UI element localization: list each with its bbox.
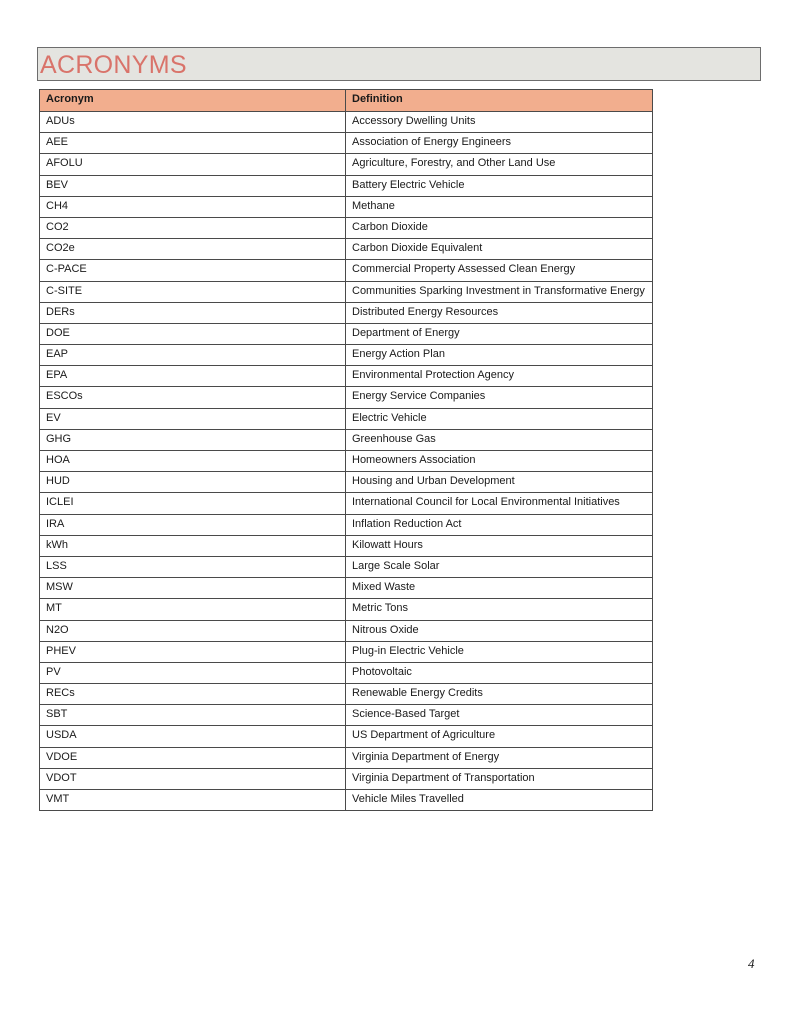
definition-cell: Virginia Department of Transportation xyxy=(346,768,653,789)
table-row xyxy=(40,175,653,196)
definition-cell: Photovoltaic xyxy=(346,662,653,683)
acronym-cell: CO2e xyxy=(40,239,346,260)
definition-cell: Science-Based Target xyxy=(346,705,653,726)
acronym-cell: C-SITE xyxy=(40,281,346,302)
table-row xyxy=(40,514,653,535)
definition-cell: Vehicle Miles Travelled xyxy=(346,790,653,811)
definition-cell: Homeowners Association xyxy=(346,451,653,472)
definition-cell: Energy Service Companies xyxy=(346,387,653,408)
table-row xyxy=(40,599,653,620)
table-row xyxy=(40,323,653,344)
table-row xyxy=(40,684,653,705)
table-row xyxy=(40,302,653,323)
definition-cell: Greenhouse Gas xyxy=(346,429,653,450)
header-definition: Definition xyxy=(346,90,653,112)
acronym-cell: CH4 xyxy=(40,196,346,217)
definition-cell: Environmental Protection Agency xyxy=(346,366,653,387)
definition-cell: Housing and Urban Development xyxy=(346,472,653,493)
acronym-cell: EAP xyxy=(40,345,346,366)
acronym-cell: ICLEI xyxy=(40,493,346,514)
table-row xyxy=(40,662,653,683)
definition-cell: Renewable Energy Credits xyxy=(346,684,653,705)
acronym-cell: IRA xyxy=(40,514,346,535)
section-heading-bar xyxy=(37,47,761,81)
acronym-cell: VMT xyxy=(40,790,346,811)
acronym-cell: PHEV xyxy=(40,641,346,662)
table-row xyxy=(40,408,653,429)
table-row xyxy=(40,239,653,260)
acronym-cell: DOE xyxy=(40,323,346,344)
acronym-cell: HOA xyxy=(40,451,346,472)
definition-cell: US Department of Agriculture xyxy=(346,726,653,747)
definition-cell: Electric Vehicle xyxy=(346,408,653,429)
acronym-cell: HUD xyxy=(40,472,346,493)
acronym-cell: kWh xyxy=(40,535,346,556)
acronym-cell: PV xyxy=(40,662,346,683)
definition-cell: International Council for Local Environmental Initiatives xyxy=(346,493,653,514)
table-row xyxy=(40,768,653,789)
definition-cell: Carbon Dioxide xyxy=(346,217,653,238)
acronym-cell: ADUs xyxy=(40,112,346,133)
acronym-cell: RECs xyxy=(40,684,346,705)
table-row xyxy=(40,472,653,493)
acronym-cell: GHG xyxy=(40,429,346,450)
definition-cell: Mixed Waste xyxy=(346,578,653,599)
acronym-cell: DERs xyxy=(40,302,346,323)
table-row xyxy=(40,345,653,366)
definition-cell: Methane xyxy=(346,196,653,217)
table-row xyxy=(40,747,653,768)
acronym-cell: AFOLU xyxy=(40,154,346,175)
definition-cell: Virginia Department of Energy xyxy=(346,747,653,768)
table-row xyxy=(40,620,653,641)
table-row xyxy=(40,705,653,726)
definition-cell: Distributed Energy Resources xyxy=(346,302,653,323)
definition-cell: Battery Electric Vehicle xyxy=(346,175,653,196)
acronym-cell: MT xyxy=(40,599,346,620)
table-row xyxy=(40,556,653,577)
acronym-cell: LSS xyxy=(40,556,346,577)
definition-cell: Association of Energy Engineers xyxy=(346,133,653,154)
table-row xyxy=(40,133,653,154)
acronym-cell: C-PACE xyxy=(40,260,346,281)
acronyms-table xyxy=(39,89,653,811)
definition-cell: Commercial Property Assessed Clean Energy xyxy=(346,260,653,281)
acronym-cell: EPA xyxy=(40,366,346,387)
definition-cell: Department of Energy xyxy=(346,323,653,344)
definition-cell: Inflation Reduction Act xyxy=(346,514,653,535)
acronym-cell: CO2 xyxy=(40,217,346,238)
table-body xyxy=(40,112,653,811)
acronym-cell: USDA xyxy=(40,726,346,747)
acronym-cell: AEE xyxy=(40,133,346,154)
table-row xyxy=(40,217,653,238)
definition-cell: Agriculture, Forestry, and Other Land Use xyxy=(346,154,653,175)
table-row xyxy=(40,641,653,662)
table-row xyxy=(40,790,653,811)
acronym-cell: MSW xyxy=(40,578,346,599)
table-row xyxy=(40,451,653,472)
table-row xyxy=(40,493,653,514)
acronym-cell: N2O xyxy=(40,620,346,641)
table-row xyxy=(40,535,653,556)
acronym-cell: BEV xyxy=(40,175,346,196)
definition-cell: Metric Tons xyxy=(346,599,653,620)
table-row xyxy=(40,578,653,599)
table-row xyxy=(40,196,653,217)
definition-cell: Nitrous Oxide xyxy=(346,620,653,641)
acronym-cell: EV xyxy=(40,408,346,429)
page-number: 4 xyxy=(748,956,755,971)
table-row xyxy=(40,387,653,408)
table-row xyxy=(40,429,653,450)
table-row xyxy=(40,726,653,747)
acronym-cell: SBT xyxy=(40,705,346,726)
definition-cell: Communities Sparking Investment in Transformative Energy xyxy=(346,281,653,302)
definition-cell: Plug-in Electric Vehicle xyxy=(346,641,653,662)
definition-cell: Carbon Dioxide Equivalent xyxy=(346,239,653,260)
definition-cell: Energy Action Plan xyxy=(346,345,653,366)
header-acronym: Acronym xyxy=(40,90,346,112)
table-row xyxy=(40,112,653,133)
definition-cell: Accessory Dwelling Units xyxy=(346,112,653,133)
definition-cell: Kilowatt Hours xyxy=(346,535,653,556)
acronym-cell: VDOT xyxy=(40,768,346,789)
table-header-row xyxy=(40,90,653,112)
table-row xyxy=(40,154,653,175)
table-row xyxy=(40,260,653,281)
table-row xyxy=(40,281,653,302)
table-row xyxy=(40,366,653,387)
acronym-cell: VDOE xyxy=(40,747,346,768)
definition-cell: Large Scale Solar xyxy=(346,556,653,577)
section-heading: ACRONYMS xyxy=(40,51,187,79)
acronym-cell: ESCOs xyxy=(40,387,346,408)
